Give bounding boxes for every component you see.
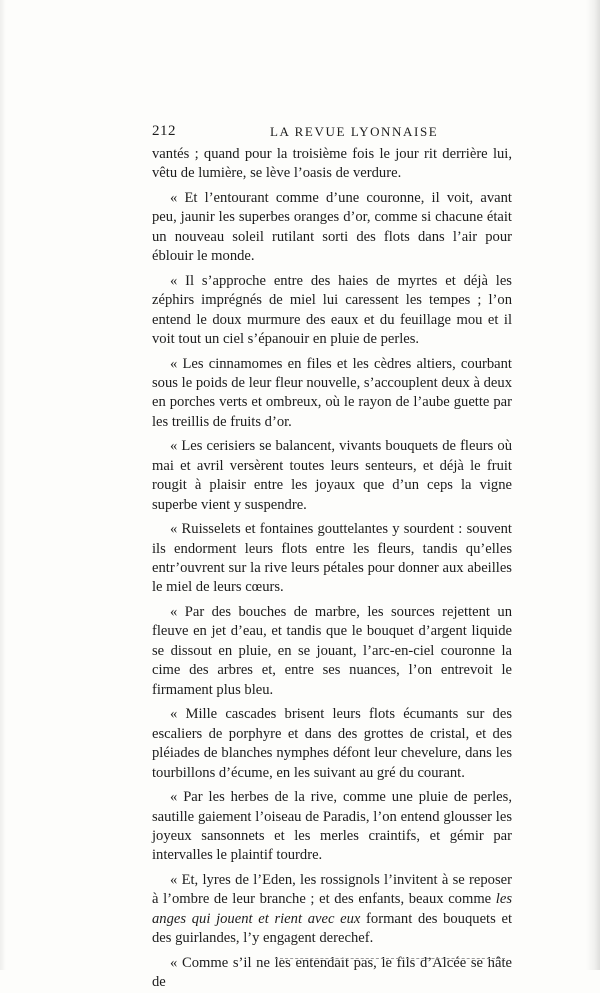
body-text: [152, 145, 512, 993]
paragraph-8: « Mille cascades brisent leurs flots écumants sur des escaliers de porphyre et dans des grottes de cristal, et des pléiades de blanches nymphes défont leur chevelure, dans les tourbillons d’écume, en les suivant au gré du courant.: [152, 706, 512, 781]
paragraph-10: [152, 871, 512, 949]
paragraph-4: « Les cinnamomes en files et les cèdres altiers, courbant sous le poids de leur fleur nouvelle, s’accouplent deux à deux en porches verts et ombreux, où le rayon de l’aube guette par les treillis de fruits d’or.: [152, 355, 512, 430]
paragraph-7: « Par des bouches de marbre, les sources rejettent un fleuve en jet d’eau, et tandis que le bouquet d’argent liquide se dissout en pluie, en se jouant, l’arc-en-ciel couronne la cime des arbres et, entre ses nuances, l’on entrevoit le firmament plus bleu.: [152, 604, 512, 698]
paragraph-10-lead: « Et, lyres de l’Eden, les rossignols l’invitent à se reposer à l’ombre de leur branche ; et des enfants, beaux comme: [152, 871, 512, 908]
paragraph-6: « Ruisselets et fontaines gouttelantes y sourdent : souvent ils endorment leurs flots entre les fleurs, tandis qu’elles entr’ouvrent sur la rive leurs pétales pour donner aux abeilles le miel de leurs cœurs.: [152, 521, 512, 596]
paragraph-10-tail: formant des bouquets et des guirlandes, l’y engagent derechef.: [152, 910, 512, 947]
scan-bottom-dashes: [275, 958, 505, 959]
paragraph-10-italic: les anges qui jouent et rient avec eux: [152, 891, 512, 927]
paragraph-5: « Les cerisiers se balancent, vivants bouquets de fleurs où mai et avril versèrent toutes leurs senteurs, et déjà le fruit rougit à plaisir entre les joyaux que d’un ceps la vigne superbe vient y suspendre.: [152, 438, 512, 513]
paragraph-9: « Par les herbes de la rive, comme une pluie de perles, sautille gaiement l’oiseau de Paradis, l’on entend glousser les joyeux sansonnets et les merles craintifs, et gémir par intervalles le plaintif tourdre.: [152, 789, 512, 864]
paragraph-2: « Et l’entourant comme d’une couronne, il voit, avant peu, jaunir les superbes oranges d’or, comme si chacune était un nouveau soleil rutilant sorti des flots dans l’air pour éblouir le monde.: [152, 190, 512, 265]
page-number: 212: [152, 123, 176, 139]
running-head: [152, 123, 512, 145]
page-gutter-shadow: [586, 0, 600, 970]
paragraph-11: « Comme s’il ne les entendait pas, le fils d’Alcée se hâte de: [152, 954, 512, 991]
paragraph-1: vantés ; quand pour la troisième fois le jour rit derrière lui, vêtu de lumière, se lève l’oasis de verdure.: [152, 146, 512, 182]
journal-title: LA REVUE LYONNAISE: [270, 124, 439, 139]
paragraph-3: « Il s’approche entre des haies de myrtes et déjà les zéphirs imprégnés de miel lui caressent les tempes ; l’on entend le doux murmure des eaux et du feuillage mou et il voit tout un ciel s’épanouir en pluie de perles.: [152, 272, 512, 348]
page-left-edge-shadow: [0, 0, 6, 970]
